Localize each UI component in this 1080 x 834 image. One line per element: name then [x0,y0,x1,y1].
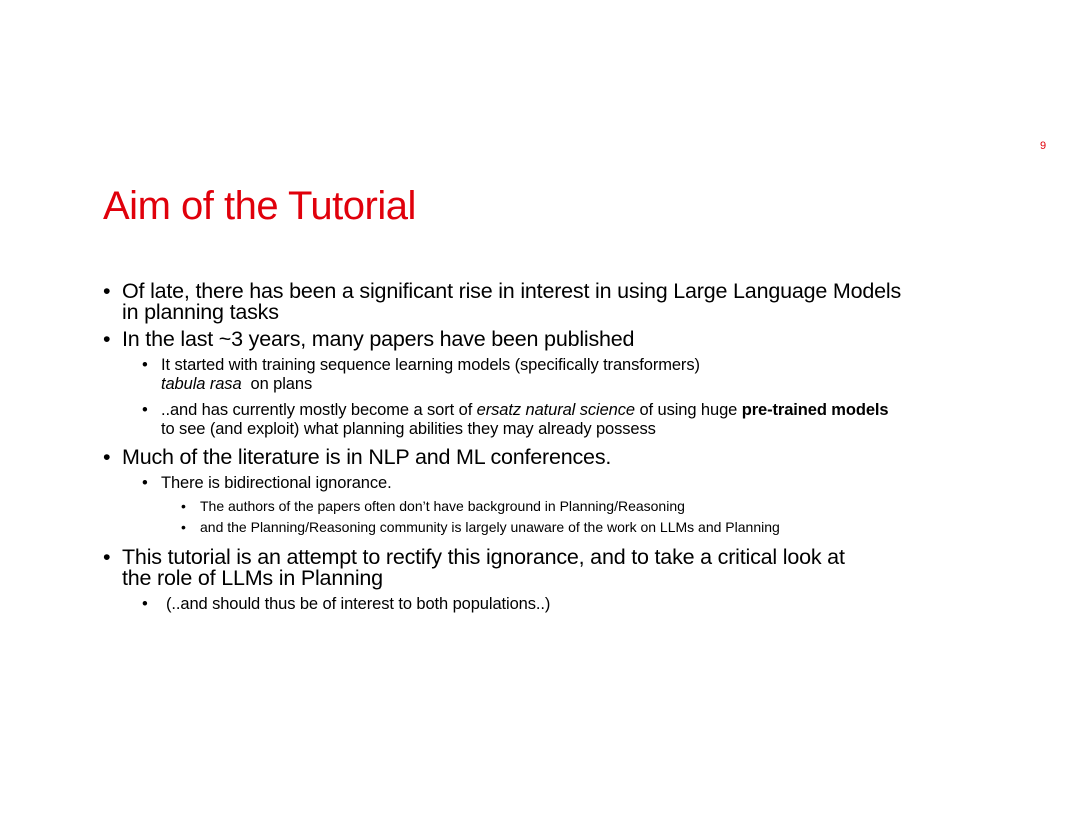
sub-sub-bullet-text: The authors of the papers often don’t have background in Planning/Reasoning [200,497,685,514]
sub-bullet-tail: on plans [250,374,313,393]
sub-bullet-both-populations [103,595,903,614]
bullet-icon: • [103,279,111,303]
bullet-text: Of late, there has been a significant rise in interest in using Large Language Models in planning tasks [122,279,901,324]
slide-title: Aim of the Tutorial [103,184,416,228]
bullet-item-nlp-ml-conferences [103,447,903,468]
bullet-item-papers-published [103,329,903,350]
slide-body [103,281,903,618]
sub-bullet-text-before: ..and has currently mostly become a sort of [161,401,473,419]
bullet-text: In the last ~3 years, many papers have been published [122,327,635,351]
bullet-icon: • [103,327,111,351]
bullet-item-rise-in-interest [103,281,903,323]
bullet-icon: • [103,544,111,569]
bullet-text: This tutorial is an attempt to rectify this ignorance, and to take a critical look at the role of LLMs in Planning [122,544,845,590]
sub-bullet-bidirectional-ignorance [103,474,903,493]
italic-phrase: tabula rasa [161,374,242,393]
sub-bullet-text: There is bidirectional ignorance. [161,474,392,492]
bullet-icon: • [142,594,148,613]
bullet-icon: • [181,519,186,535]
sub-bullet-text: (..and should thus be of interest to both populations..) [166,594,551,613]
italic-phrase: ersatz natural science [476,401,635,419]
bullet-icon: • [142,401,148,419]
sub-sub-bullet-authors-background [103,499,903,515]
bullet-icon: • [103,445,111,469]
sub-bullet-text-after: to see (and exploit) what planning abilities they may already possess [161,419,656,438]
bold-phrase: pre-trained models [741,401,889,419]
page-number: 9 [1040,140,1047,152]
sub-bullet-training-sequence-models [103,356,903,393]
sub-sub-bullet-community-unaware [103,520,903,536]
bullet-icon: • [142,356,148,374]
sub-bullet-text: It started with training sequence learning models (specifically transformers) [161,356,700,374]
sub-bullet-ersatz-science [103,401,903,438]
sub-sub-bullet-text: and the Planning/Reasoning community is largely unaware of the work on LLMs and Planning [200,519,780,535]
sub-bullet-text-mid: of using huge [639,401,738,419]
bullet-icon: • [181,497,186,514]
bullet-icon: • [142,474,148,492]
bullet-text: Much of the literature is in NLP and ML conferences. [122,445,612,469]
bullet-item-rectify-ignorance [103,544,903,590]
